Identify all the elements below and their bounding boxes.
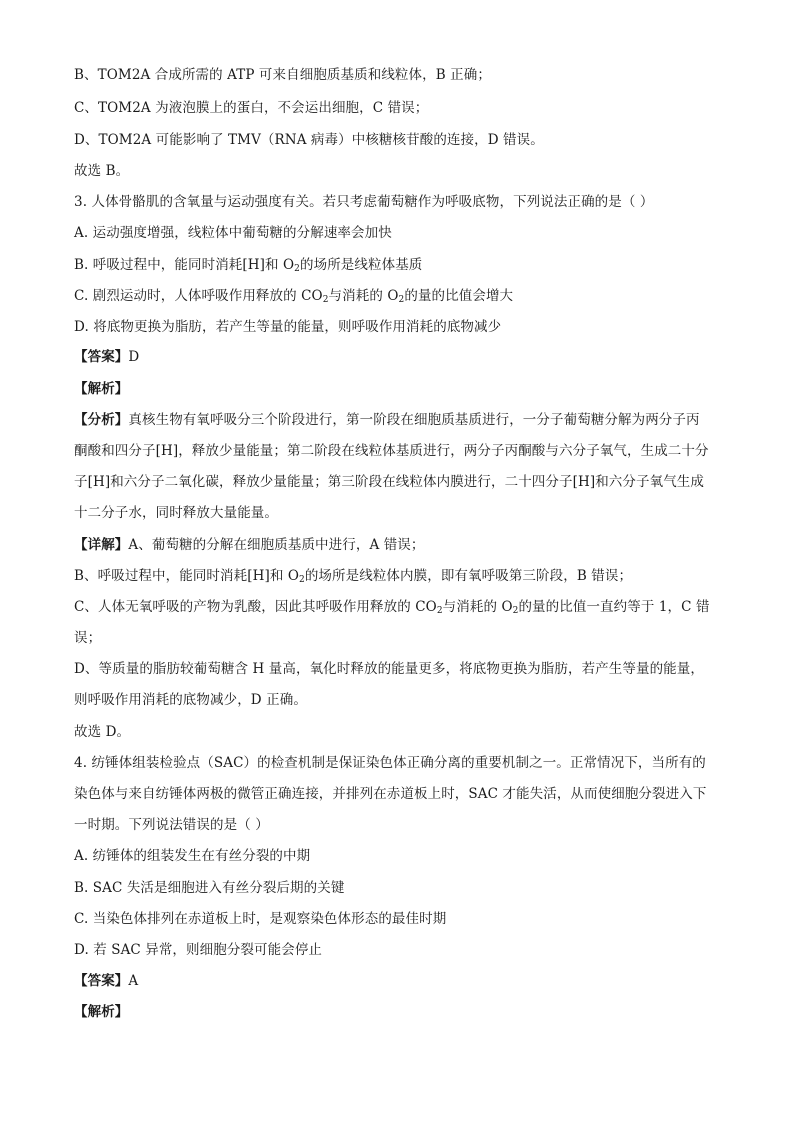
- q3-fenxi-line-1: 【分析】真核生物有氧呼吸分三个阶段进行，第一阶段在细胞质基质进行，一分子葡萄糖分解为两分子丙: [74, 412, 700, 428]
- q3-analysis-heading: 【解析】: [74, 381, 129, 397]
- q4-stem-2: 染色体与来自纺锤体两极的微管正确连接，并排列在赤道板上时，SAC 才能失活，从而使细胞分裂进入下: [74, 786, 707, 802]
- q2-option-c-explanation: C、TOM2A 为液泡膜上的蛋白，不会运出细胞，C 错误；: [74, 100, 429, 116]
- q3-fenxi-line-3: 子[H]和六分子二氧化碳，释放少量能量；第三阶段在线粒体内膜进行，二十四分子[H]和六分子氧气生成: [74, 474, 705, 490]
- q4-analysis-heading: 【解析】: [74, 1004, 129, 1020]
- q4-option-c: C. 当染色体排列在赤道板上时，是观察染色体形态的最佳时期: [74, 911, 447, 927]
- q4-option-a: A. 纺锤体的组装发生在有丝分裂的中期: [74, 848, 311, 864]
- q4-option-b: B. SAC 失活是细胞进入有丝分裂后期的关键: [74, 880, 345, 896]
- q3-conclusion: 故选 D。: [74, 724, 131, 740]
- q3-xiangjie-b: B、呼吸过程中，能同时消耗[H]和 $O_2$的场所是线粒体内膜，即有氧呼吸第三阶段，B 错误；: [74, 568, 633, 585]
- q2-conclusion: 故选 B。: [74, 163, 130, 179]
- q3-option-b: B. 呼吸过程中，能同时消耗[H]和 $O_2$的场所是线粒体基质: [74, 257, 423, 274]
- q3-option-d: D. 将底物更换为脂肪，若产生等量的能量，则呼吸作用消耗的底物减少: [74, 319, 502, 335]
- q3-xiangjie-c-cont: 误；: [74, 630, 102, 646]
- q3-fenxi-line-2: 酮酸和四分子[H]，释放少量能量；第二阶段在线粒体基质进行，两分子丙酮酸与六分子氧气，生成二十分: [74, 443, 709, 459]
- q3-xiangjie-d-2: 则呼吸作用消耗的底物减少，D 正确。: [74, 692, 307, 708]
- q3-stem: 3. 人体骨骼肌的含氧量与运动强度有关。若只考虑葡萄糖作为呼吸底物，下列说法正确的是（ ）: [74, 194, 654, 210]
- q4-option-d: D. 若 SAC 异常，则细胞分裂可能会停止: [74, 942, 323, 958]
- q3-fenxi-line-4: 十二分子水，同时释放大量能量。: [74, 505, 278, 521]
- q4-stem-1: 4. 纺锤体组装检验点（SAC）的检查机制是保证染色体正确分离的重要机制之一。正常情况下，当所有的: [74, 755, 706, 771]
- q3-xiangjie-a: 【详解】A、葡萄糖的分解在细胞质基质中进行，A 错误；: [74, 537, 425, 553]
- q4-answer: 【答案】A: [74, 973, 139, 989]
- q4-stem-3: 一时期。下列说法错误的是（ ）: [74, 817, 269, 833]
- q2-option-b-explanation: B、TOM2A 合成所需的 ATP 可来自细胞质基质和线粒体，B 正确；: [74, 67, 491, 83]
- q3-xiangjie-d-1: D、等质量的脂肪较葡萄糖含 H 量高，氧化时释放的能量更多，将底物更换为脂肪，若产生等量的能量，: [74, 661, 704, 677]
- q3-answer: 【答案】D: [74, 349, 140, 365]
- q3-option-a: A. 运动强度增强，线粒体中葡萄糖的分解速率会加快: [74, 225, 392, 241]
- q3-option-c: C. 剧烈运动时，人体呼吸作用释放的 $CO_2$与消耗的 $O_2$的量的比值会增大: [74, 288, 514, 305]
- q2-option-d-explanation: D、TOM2A 可能影响了 TMV（RNA 病毒）中核糖核苷酸的连接，D 错误。: [74, 132, 544, 148]
- q3-xiangjie-c: C、人体无氧呼吸的产物为乳酸，因此其呼吸作用释放的 $CO_2$与消耗的 $O_2$的量的比值一直约等于 1，C 错: [74, 599, 710, 616]
